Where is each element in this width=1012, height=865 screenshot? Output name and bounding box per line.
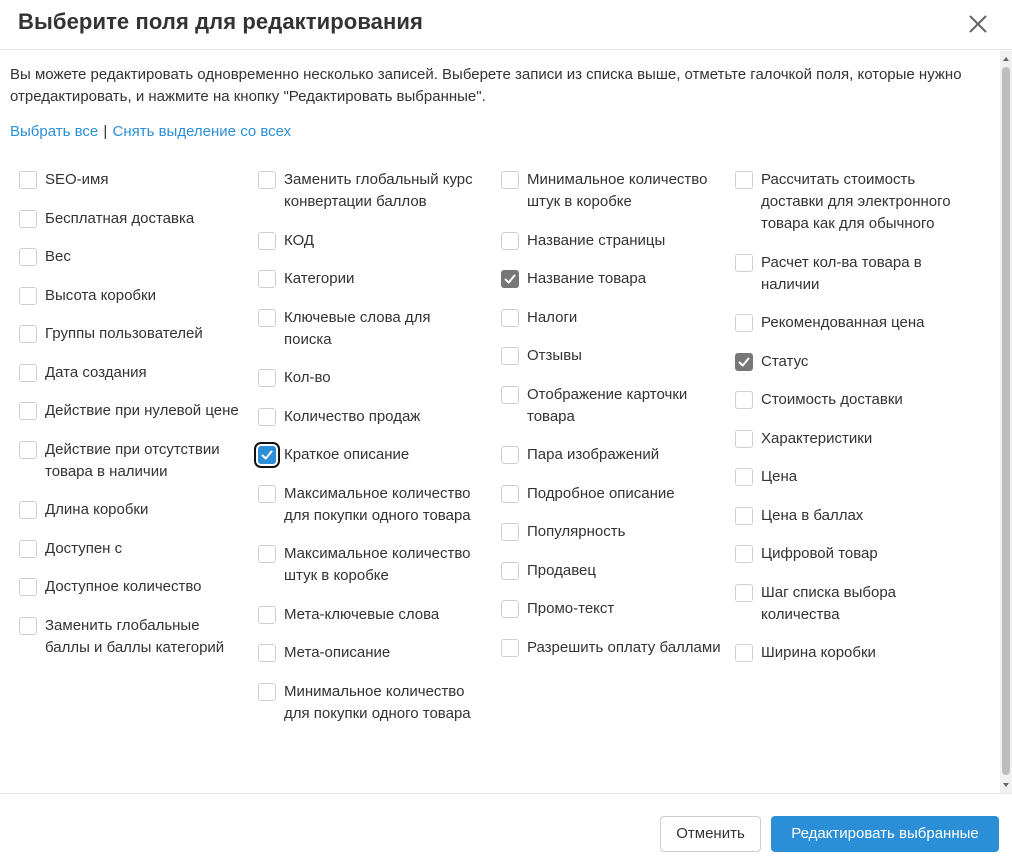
field-checkbox[interactable]	[258, 270, 276, 288]
field-label: Расчет кол-ва товара в наличии	[761, 253, 922, 293]
field-checkbox[interactable]	[258, 606, 276, 624]
checkmark-icon	[738, 356, 750, 368]
field-label: Рассчитать стоимость доставки для электронного товара как для обычного	[761, 171, 951, 232]
field-label: Минимальное количество для покупки одного товара	[284, 682, 471, 722]
field-column-2	[247, 169, 482, 741]
field-option[interactable]	[724, 543, 959, 565]
field-checkbox[interactable]	[19, 540, 37, 558]
field-label: Стоимость доставки	[761, 391, 903, 408]
field-checkbox[interactable]	[19, 402, 37, 420]
field-column-3	[490, 169, 725, 675]
field-checkbox[interactable]	[501, 562, 519, 580]
field-label: Название страницы	[527, 231, 666, 249]
field-checkbox[interactable]	[258, 446, 276, 464]
field-checkbox[interactable]	[501, 485, 519, 503]
field-checkbox[interactable]	[258, 644, 276, 662]
field-label: Мета-ключевые слова	[284, 605, 440, 623]
field-label: Пара изображений	[527, 446, 660, 463]
field-checkbox[interactable]	[735, 254, 753, 272]
field-checkbox[interactable]	[258, 683, 276, 701]
field-label: Количество продаж	[284, 407, 421, 425]
field-option[interactable]	[724, 312, 959, 334]
deselect-all-link[interactable]: Снять выделение со всех	[112, 123, 292, 140]
field-checkbox[interactable]	[501, 270, 519, 288]
field-label: Максимальное количество штук в коробке	[284, 545, 471, 584]
field-checkbox[interactable]	[501, 523, 519, 541]
field-checkbox[interactable]	[501, 309, 519, 327]
field-label: Цифровой товар	[761, 545, 878, 562]
field-checkbox[interactable]	[19, 325, 37, 343]
field-label: Длина коробки	[45, 501, 149, 518]
field-label: Отзывы	[527, 347, 582, 364]
field-label: Разрешить оплату баллами	[527, 638, 721, 656]
field-checkbox[interactable]	[19, 501, 37, 519]
field-label: Максимальное количество для покупки одного товара	[284, 484, 471, 524]
field-option[interactable]	[490, 521, 725, 543]
field-option[interactable]	[247, 406, 482, 428]
field-label: Рекомендованная цена	[761, 314, 925, 331]
field-label: Доступен с	[45, 539, 123, 557]
field-option[interactable]	[490, 483, 725, 505]
field-label: Действие при отсутствии товара в наличии	[45, 440, 220, 480]
field-checkbox[interactable]	[19, 441, 37, 459]
field-column-1	[8, 169, 243, 675]
edit-selected-button[interactable]: Редактировать выбранные	[771, 816, 999, 852]
field-option[interactable]	[724, 389, 959, 411]
vertical-scrollbar[interactable]	[1000, 51, 1012, 793]
field-option[interactable]	[490, 637, 725, 659]
close-button[interactable]	[964, 10, 992, 38]
field-label: Шаг списка выбора количества	[761, 583, 896, 623]
field-option[interactable]	[247, 642, 482, 664]
field-checkbox[interactable]	[258, 485, 276, 503]
scroll-up-arrow-icon[interactable]	[1003, 57, 1009, 61]
field-option[interactable]	[490, 444, 725, 466]
field-label: Группы пользователей	[45, 325, 203, 342]
field-option[interactable]	[724, 642, 959, 664]
field-option[interactable]	[247, 681, 482, 725]
field-label: Название товара	[527, 270, 647, 287]
field-checkbox[interactable]	[258, 408, 276, 426]
field-label: Действие при нулевой цене	[45, 402, 239, 419]
field-option[interactable]	[490, 169, 725, 213]
field-checkbox[interactable]	[735, 507, 753, 525]
field-checkbox[interactable]	[19, 287, 37, 305]
field-label: Подробное описание	[527, 484, 675, 502]
field-label: Налоги	[527, 308, 578, 326]
field-checkbox[interactable]	[19, 578, 37, 596]
field-option[interactable]	[490, 345, 725, 367]
selection-links	[10, 121, 291, 143]
field-option[interactable]	[8, 362, 243, 384]
field-checkbox[interactable]	[735, 430, 753, 448]
dialog-title: Выберите поля для редактирования	[18, 9, 423, 34]
field-checkbox[interactable]	[258, 309, 276, 327]
field-checkbox[interactable]	[19, 617, 37, 635]
field-option[interactable]	[247, 169, 482, 213]
scroll-down-arrow-icon[interactable]	[1003, 783, 1009, 787]
field-checkbox[interactable]	[735, 468, 753, 486]
field-option[interactable]	[247, 543, 482, 587]
field-option[interactable]	[247, 307, 482, 351]
field-option[interactable]	[8, 439, 243, 483]
field-label: Бесплатная доставка	[45, 209, 195, 227]
field-option[interactable]	[724, 351, 959, 373]
field-checkbox[interactable]	[258, 369, 276, 387]
field-label: Продавец	[527, 561, 596, 579]
field-column-4	[724, 169, 959, 681]
field-option[interactable]	[490, 230, 725, 252]
field-label: Категории	[284, 270, 355, 287]
field-option[interactable]	[490, 384, 725, 428]
field-option[interactable]	[8, 538, 243, 560]
field-option[interactable]	[8, 169, 243, 191]
close-icon	[964, 10, 992, 38]
field-option[interactable]	[247, 367, 482, 389]
field-label: Высота коробки	[45, 286, 156, 304]
field-checkbox[interactable]	[501, 171, 519, 189]
field-checkbox[interactable]	[19, 171, 37, 189]
field-checkbox[interactable]	[735, 171, 753, 189]
field-option[interactable]	[247, 268, 482, 290]
field-option[interactable]	[490, 268, 725, 290]
field-option[interactable]	[724, 466, 959, 488]
field-option[interactable]	[247, 604, 482, 626]
field-label: Ширина коробки	[761, 644, 876, 661]
field-checkbox[interactable]	[258, 171, 276, 189]
field-label: Промо-текст	[527, 600, 615, 617]
field-checkbox[interactable]	[735, 391, 753, 409]
field-option[interactable]	[8, 499, 243, 521]
field-option[interactable]	[490, 307, 725, 329]
dialog-body	[0, 51, 1000, 793]
field-checkbox[interactable]	[501, 600, 519, 618]
field-label: SEO-имя	[45, 171, 109, 188]
field-option[interactable]	[724, 252, 959, 296]
field-label: Кол-во	[284, 369, 331, 386]
field-option[interactable]	[490, 598, 725, 620]
field-checkbox[interactable]	[735, 584, 753, 602]
field-option[interactable]	[8, 246, 243, 268]
field-label: Отображение карточки товара	[527, 385, 688, 425]
dialog-header	[0, 0, 1012, 50]
field-option[interactable]	[724, 169, 959, 235]
field-checkbox[interactable]	[19, 210, 37, 228]
field-label: Доступное количество	[45, 578, 202, 595]
checkmark-icon	[504, 273, 516, 285]
field-checkbox[interactable]	[501, 446, 519, 464]
scroll-thumb[interactable]	[1002, 67, 1010, 775]
field-option[interactable]	[8, 576, 243, 598]
field-checkbox[interactable]	[735, 545, 753, 563]
field-checkbox[interactable]	[501, 347, 519, 365]
field-option[interactable]	[247, 230, 482, 252]
field-label: Мета-описание	[284, 644, 391, 661]
field-option[interactable]	[247, 444, 482, 466]
field-option[interactable]	[8, 400, 243, 422]
field-option[interactable]	[8, 208, 243, 230]
field-checkbox[interactable]	[501, 232, 519, 250]
field-option[interactable]	[724, 582, 959, 626]
field-checkbox[interactable]	[735, 314, 753, 332]
field-checkbox[interactable]	[19, 364, 37, 382]
field-option[interactable]	[247, 483, 482, 527]
field-option[interactable]	[724, 428, 959, 450]
field-label: Статус	[761, 352, 809, 370]
field-checkbox[interactable]	[19, 248, 37, 266]
field-option[interactable]	[8, 285, 243, 307]
field-label: Цена	[761, 468, 798, 485]
field-label: Краткое описание	[284, 446, 410, 463]
field-label: Минимальное количество штук в коробке	[527, 171, 708, 210]
field-checkbox[interactable]	[258, 545, 276, 563]
checkmark-icon	[261, 449, 273, 461]
field-label: Вес	[45, 248, 71, 265]
select-all-link[interactable]: Выбрать все	[10, 123, 99, 140]
field-checkbox[interactable]	[258, 232, 276, 250]
field-option[interactable]	[490, 560, 725, 582]
field-label: Заменить глобальный курс конвертации баллов	[284, 171, 473, 210]
intro-text: Вы можете редактировать одновременно несколько записей. Выберете записи из списка выше, отметьте галочкой поля, которые нужно отредактировать, и нажмите на кнопку "Редактировать выбранные".	[10, 66, 962, 105]
dialog-footer	[0, 793, 1012, 865]
cancel-button[interactable]: Отменить	[660, 816, 761, 852]
field-label: КОД	[284, 231, 315, 249]
field-checkbox[interactable]	[735, 353, 753, 371]
field-label: Дата создания	[45, 363, 147, 381]
field-label: Ключевые слова для поиска	[284, 308, 431, 348]
field-label: Заменить глобальные баллы и баллы категорий	[45, 616, 225, 656]
field-checkbox[interactable]	[735, 644, 753, 662]
links-separator: |	[103, 123, 108, 140]
field-label: Популярность	[527, 523, 626, 540]
field-option[interactable]	[724, 505, 959, 527]
field-checkbox[interactable]	[501, 386, 519, 404]
field-checkbox[interactable]	[501, 639, 519, 657]
field-label: Цена в баллах	[761, 506, 864, 524]
field-option[interactable]	[8, 323, 243, 345]
field-label: Характеристики	[761, 429, 873, 447]
field-option[interactable]	[8, 615, 243, 659]
